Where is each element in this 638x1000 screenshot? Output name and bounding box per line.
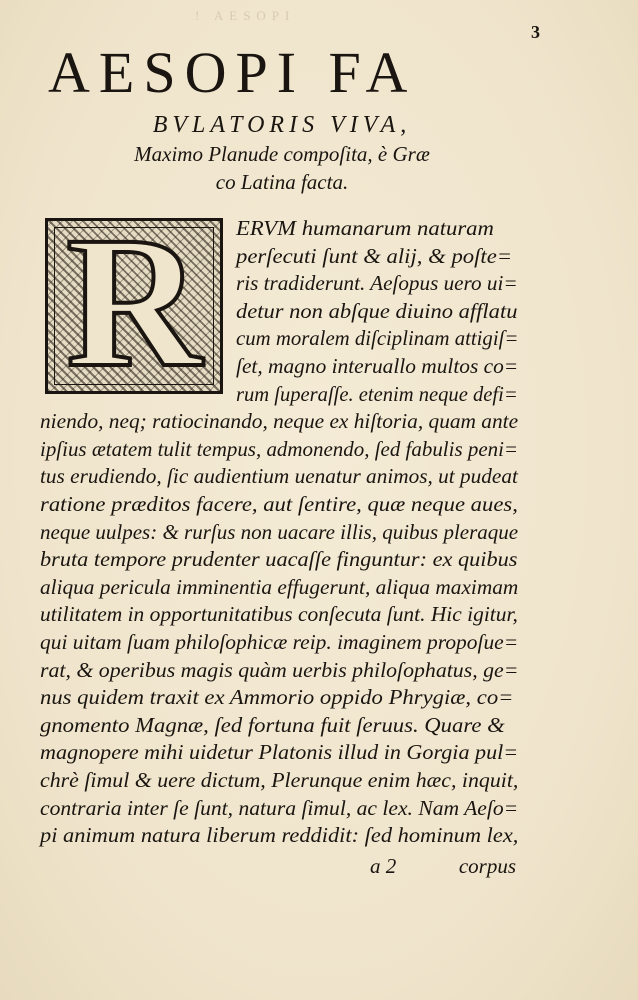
page-subtitle: BVLATORIS VIVA, [152, 112, 412, 138]
bleed-through-text: ! AESOPI [195, 8, 296, 23]
text-line: ſet, magno interuallo multos co= [236, 354, 519, 378]
text-line: contraria inter ſe ſunt, natura ſimul, ac lex. Nam Aeſo= [40, 795, 519, 820]
text-line: qui uitam ſuam philoſophicæ reip. imaginem propoſue= [40, 630, 519, 654]
signature-mark: a 2 [370, 854, 397, 878]
text-line: aliqua pericula imminentia effugerunt, aliqua maximam [40, 574, 519, 599]
text-line: rat, & operibus magis quàm uerbis philoſophatus, ge= [40, 657, 519, 682]
text-line: niendo, neq; ratiocinando, neque ex hiſtoria, quam ante [40, 409, 519, 434]
text-line: ipſius ætatem tulit tempus, admonendo, ſed fabulis peni= [40, 436, 519, 461]
text-line: ratione præditos facere, aut ſentire, quæ neque aues, [40, 492, 518, 516]
text-line: utilitatem in opportunitatibus conſecuta ſunt. Hic igitur, [40, 602, 518, 627]
text-line: bruta tempore prudenter uacaſſe finguntur: ex quibus [40, 547, 518, 572]
text-line: detur non abſque diuino afflatu [236, 298, 518, 323]
text-line: gnomento Magnæ, ſed fortuna fuit ſeruus. Quare & [40, 712, 505, 737]
text-line: cum moralem diſciplinam attigiſ= [236, 326, 519, 351]
text-line: tus erudiendo, ſic audientium uenatur animos, ut pudeat [40, 464, 518, 489]
text-line: perſecuti ſunt & alij, & poſte= [236, 243, 513, 268]
text-line: magnopere mihi uidetur Platonis illud in Gorgia pul= [40, 740, 519, 765]
credit-line-2: co Latina facta. [215, 170, 349, 194]
text-line: ris tradiderunt. Aeſopus uero ui= [236, 271, 518, 296]
catchword: corpus [458, 854, 516, 878]
text-line: neque uulpes: & rurſus non uacare illis, quibus pleraque [40, 519, 519, 544]
text-line: pi animum natura liberum reddidit: ſed hominum lex, [40, 823, 519, 848]
text-line: nus quidem traxit ex Ammorio oppido Phrygiæ, co= [40, 685, 514, 710]
decorated-initial [45, 218, 223, 394]
text-line: ERVM humanarum naturam [236, 216, 494, 240]
page-title: AESOPI FA [48, 40, 417, 105]
page-number: 3 [531, 22, 540, 42]
text-line: chrè ſimul & uere dictum, Plerunque enim hæc, inquit, [40, 768, 519, 792]
initial-letter: R [66, 218, 202, 394]
credit-line-1: Maximo Planude compoſita, è Græ [134, 142, 430, 166]
text-line: rum ſuperaſſe. etenim neque defi= [236, 381, 518, 406]
